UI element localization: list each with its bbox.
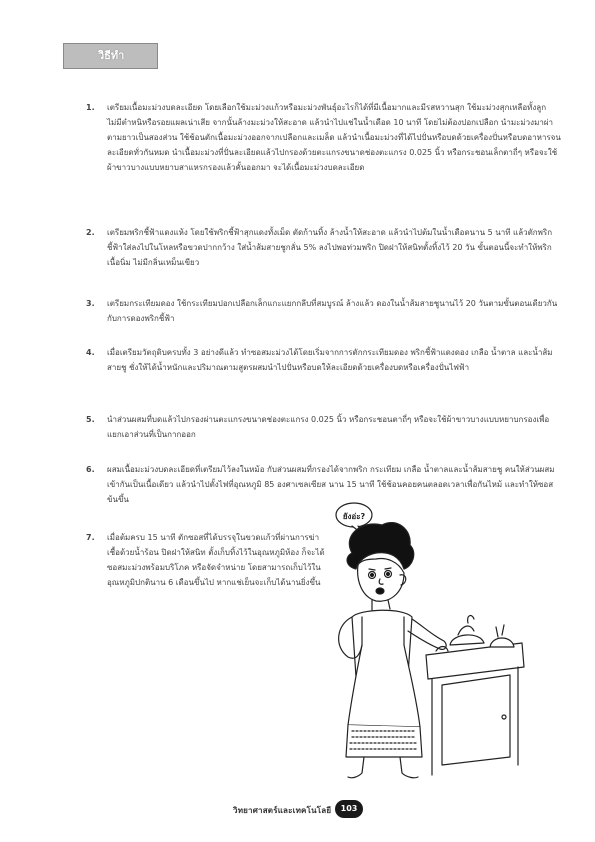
step-number: 7.: [86, 533, 95, 542]
step-number: 5.: [86, 415, 95, 424]
page-footer: [233, 800, 423, 820]
step-number: 2.: [86, 228, 95, 237]
step-text: นำส่วนผสมที่บดแล้วไปกรองผ่านตะแกรงขนาดช่องตะแกรง 0.025 นิ้ว หรือกระชอนตาถี่ๆ หรือจะใช้ผ้าขาวบางแบบหยาบกรองเพื่อแยกเอาส่วนที่เป็นกากออก: [107, 415, 550, 439]
step-text: ผสมเนื้อมะม่วงบดละเอียดที่เตรียมไว้ลงในหม้อ กับส่วนผสมที่กรองได้จากพริก กระเทียม เกลือ น้ำตาลและน้ำส้มสายชู คนให้ส่วนผสมเข้ากันเป็นเนื้อเดียว แล้วนำไปตั้งไฟที่อุณหภูมิ 85 องศาเซลเซียส นาน 15 นาที ใช้ช้อนคอยคนตลอดเวลาเพื่อกันไหม้ และทำให้ซอสข้นขึ้น: [107, 465, 555, 504]
speech-bubble-text: ยังอ่ะ?: [342, 512, 366, 521]
step-number: 1.: [86, 103, 95, 112]
step-text: เตรียมพริกชี้ฟ้าแดงแห้ง โดยใช้พริกชี้ฟ้าสุกแดงทั้งเม็ด ตัดก้านทิ้ง ล้างน้ำให้สะอาด แล้วนำไปต้มในน้ำเดือดนาน 5 นาที แล้วตักพริกชี้ฟ้าใส่ลงไปในโหลหรือขวดปากกว้าง ใส่น้ำส้มสายชูกลั่น 5% ลงไปพอท่วมพริก ปิดฝาให้สนิทตั้งทิ้งไว้ 20 วัน ขั้นตอนนี้จะทำให้พริกเนื้อนิ่ม ไม่มีกลิ่นเหม็นเขียว: [107, 228, 553, 267]
woman-cooking-illustration: [312, 495, 526, 785]
step-text: เตรียมเนื้อมะม่วงบดละเอียด โดยเลือกใช้มะม่วงแก้วหรือมะม่วงพันธุ์อะไรก็ได้ที่มีเนื้อมากและมีรสหวานสุก ใช้มะม่วงสุกเหลือทั้งลูก ไม่มีตำหนิหรือรอยแผลเน่าเสีย จากนั้นล้างมะม่วงให้สะอาด แล้วนำไปแช่ในน้ำเดือด 10 นาที โดยไม่ต้องปอกเปลือก นำมะม่วงมาผ่าตามยาวเป็นสองส่วน ใช้ช้อนตักเนื้อมะม่วงออกจากเปลือกและเมล็ด แล้วนำเนื้อมะม่วงที่ได้ไปปั่นหรือบดด้วยเครื่องปั่นหรือบดอาหารจนละเอียดทั่วกันหมด นำเนื้อมะม่วงที่ปั่นละเอียดแล้วไปกรองด้วยตะแกรงขนาดช่องตะแกรง 0.025 นิ้ว หรือกระชอนเล็กตาถี่ๆ หรือจะใช้ผ้าขาวบางแบบหยาบสาแหรกรองแล้วคั้นออกมา จะได้เนื้อมะม่วงบดละเอียด: [107, 103, 561, 172]
step-text: เมื่อเตรียมวัตถุดิบครบทั้ง 3 อย่างดีแล้ว ทำซอสมะม่วงได้โดยเริ่มจากการตักกระเทียมดอง พริกชี้ฟ้าแดงดอง เกลือ น้ำตาล และน้ำส้มสายชู ชั่งให้ได้น้ำหนักและปริมาณตามสูตรผสมนำไปปั่นหรือบดให้ละเอียดด้วยเครื่องบดหรือเครื่องปั่นไฟฟ้า: [107, 348, 553, 372]
step-number: 6.: [86, 465, 95, 474]
footer-title: วิทยาศาสตร์และเทคโนโลยี: [233, 806, 332, 815]
step-text: เมื่อต้มครบ 15 นาที ตักซอสที่ได้บรรจุในขวดแก้วที่ผ่านการฆ่าเชื้อด้วยน้ำร้อน ปิดฝาให้สนิท ตั้งเก็บทิ้งไว้ในอุณหภูมิห้อง ก็จะได้ซอสมะม่วงพร้อมบริโภค หรือจัดจำหน่าย โดยสามารถเก็บไว้ในอุณหภูมิปกตินาน 6 เดือนขึ้นไป หากแช่เย็นจะเก็บได้นานยิ่งขึ้น: [107, 533, 325, 587]
page-number: 103: [335, 800, 363, 818]
section-label: วิธีทำ: [63, 43, 158, 69]
step-number: 3.: [86, 299, 95, 308]
step-number: 4.: [86, 348, 95, 357]
step-text: เตรียมกระเทียมดอง ใช้กระเทียมปอกเปลือกเล็กแกะแยกกลีบที่สมบูรณ์ ล้างแล้ว ดองในน้ำส้มสายชูนานไว้ 20 วันตามขั้นตอนเดียวกันกับการดองพริกชี้ฟ้า: [107, 299, 558, 323]
